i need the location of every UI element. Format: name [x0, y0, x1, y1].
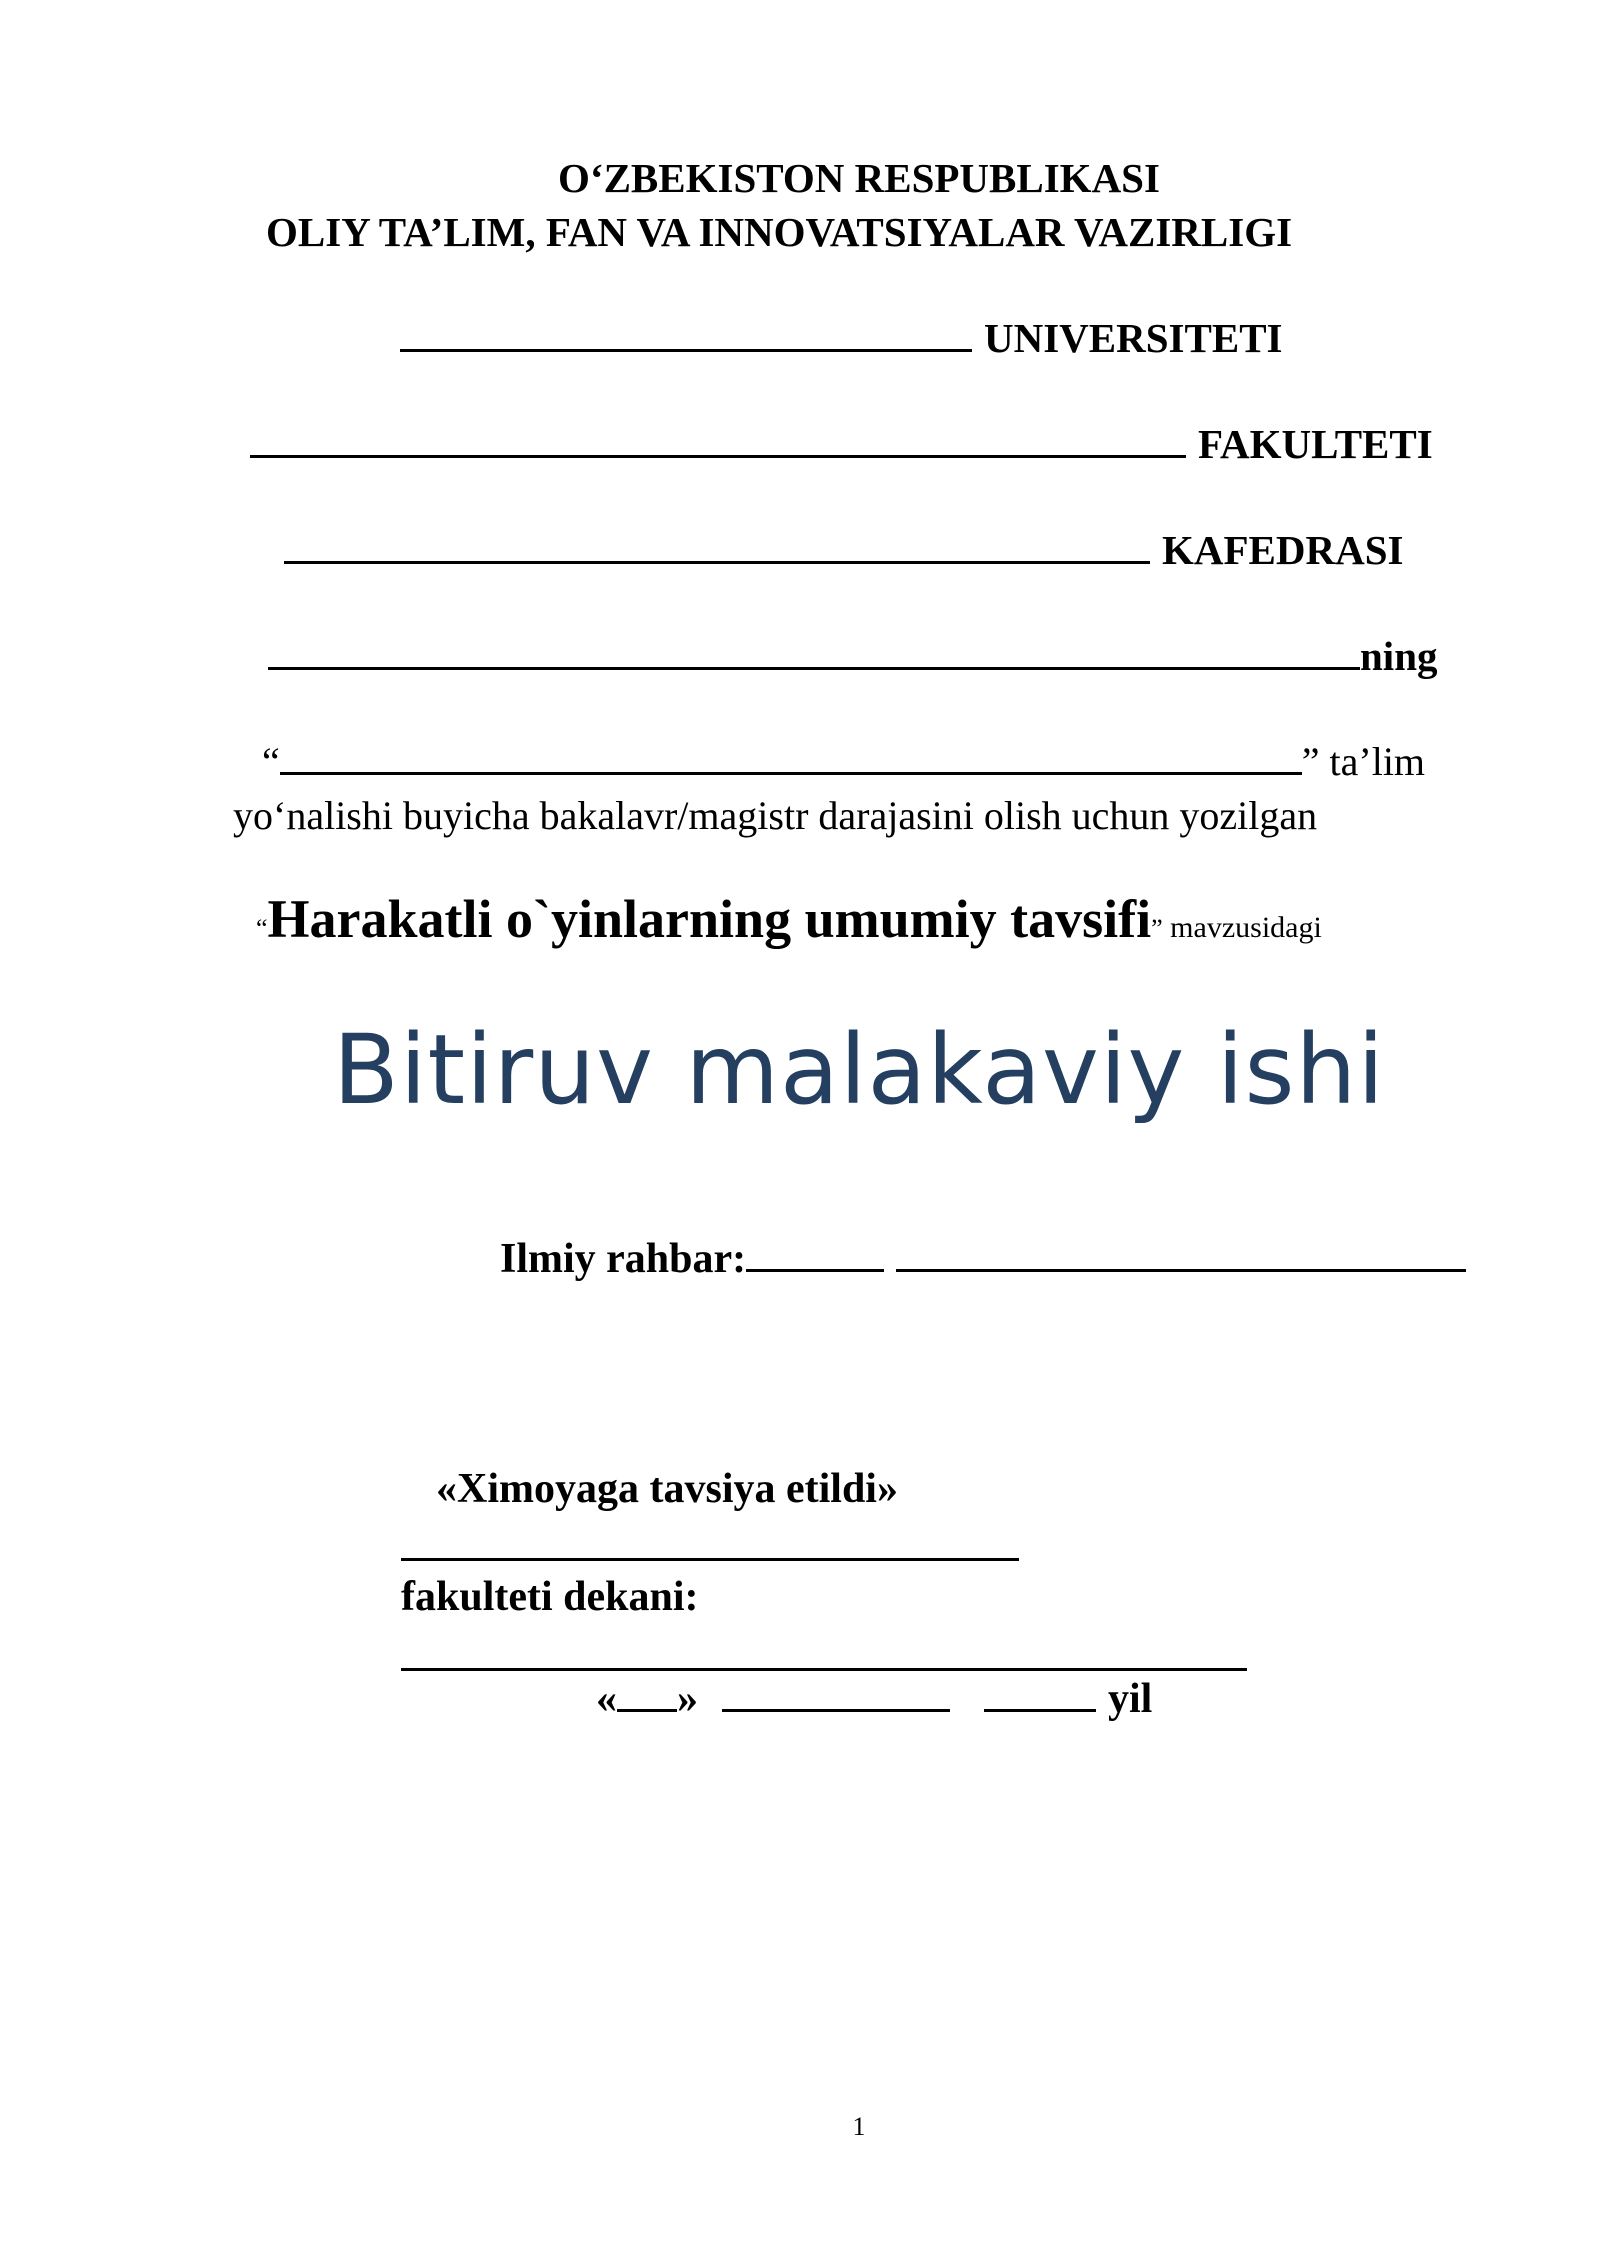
year-label: yil [1108, 1676, 1153, 1722]
student-name-blank [268, 666, 1360, 670]
direction-close-quote: ” ta’lim [1301, 739, 1426, 784]
ministry-header-line1: O‘ZBEKISTON RESPUBLIKASI [558, 155, 1160, 201]
topic-row [256, 889, 1322, 949]
university-row [400, 315, 1283, 361]
topic-title: Harakatli o`yinlarning umumiy tavsifi [267, 889, 1152, 949]
department-label: KAFEDRASI [1162, 527, 1404, 573]
supervisor-blank-short [746, 1268, 884, 1272]
work-type-title: Bitiruv malakaviy ishi [332, 1014, 1386, 1126]
direction-open-quote: “ [262, 739, 280, 784]
university-label: UNIVERSITETI [984, 315, 1283, 361]
date-close-quote: » [677, 1676, 698, 1722]
student-name-row [268, 633, 1438, 679]
dean-name-blank [401, 1668, 1247, 1671]
ministry-header-line2: OLIY TA’LIM, FAN VA INNOVATSIYALAR VAZIRLIGI [266, 209, 1293, 255]
ning-label: ning [1360, 633, 1438, 679]
direction-row [262, 739, 1426, 784]
faculty-label: FAKULTETI [1198, 421, 1433, 467]
supervisor-label: Ilmiy rahbar: [500, 1236, 747, 1282]
university-blank [400, 348, 972, 352]
faculty-blank [250, 454, 1186, 458]
department-blank [284, 560, 1150, 564]
direction-blank [280, 771, 1302, 775]
defense-recommended: «Ximoyaga tavsiya etildi» [436, 1466, 898, 1512]
faculty-name-blank [401, 1558, 1019, 1561]
topic-close-quote: ” [1151, 914, 1163, 943]
dean-label: fakulteti dekani: [401, 1574, 699, 1620]
faculty-row [250, 421, 1433, 467]
department-row [284, 527, 1404, 573]
topic-open-quote: “ [256, 914, 268, 943]
topic-suffix: mavzusidagi [1162, 911, 1322, 944]
page-number: 1 [852, 2112, 866, 2141]
year-blank [984, 1708, 1096, 1712]
supervisor-row [500, 1238, 1466, 1280]
direction-description: yo‘nalishi buyicha bakalavr/magistr darajasini olish uchun yozilgan [233, 793, 1318, 838]
supervisor-blank-long [896, 1268, 1466, 1272]
month-blank [722, 1708, 950, 1712]
day-blank [617, 1708, 677, 1712]
date-open-quote: « [596, 1676, 617, 1722]
date-row [596, 1678, 1152, 1720]
